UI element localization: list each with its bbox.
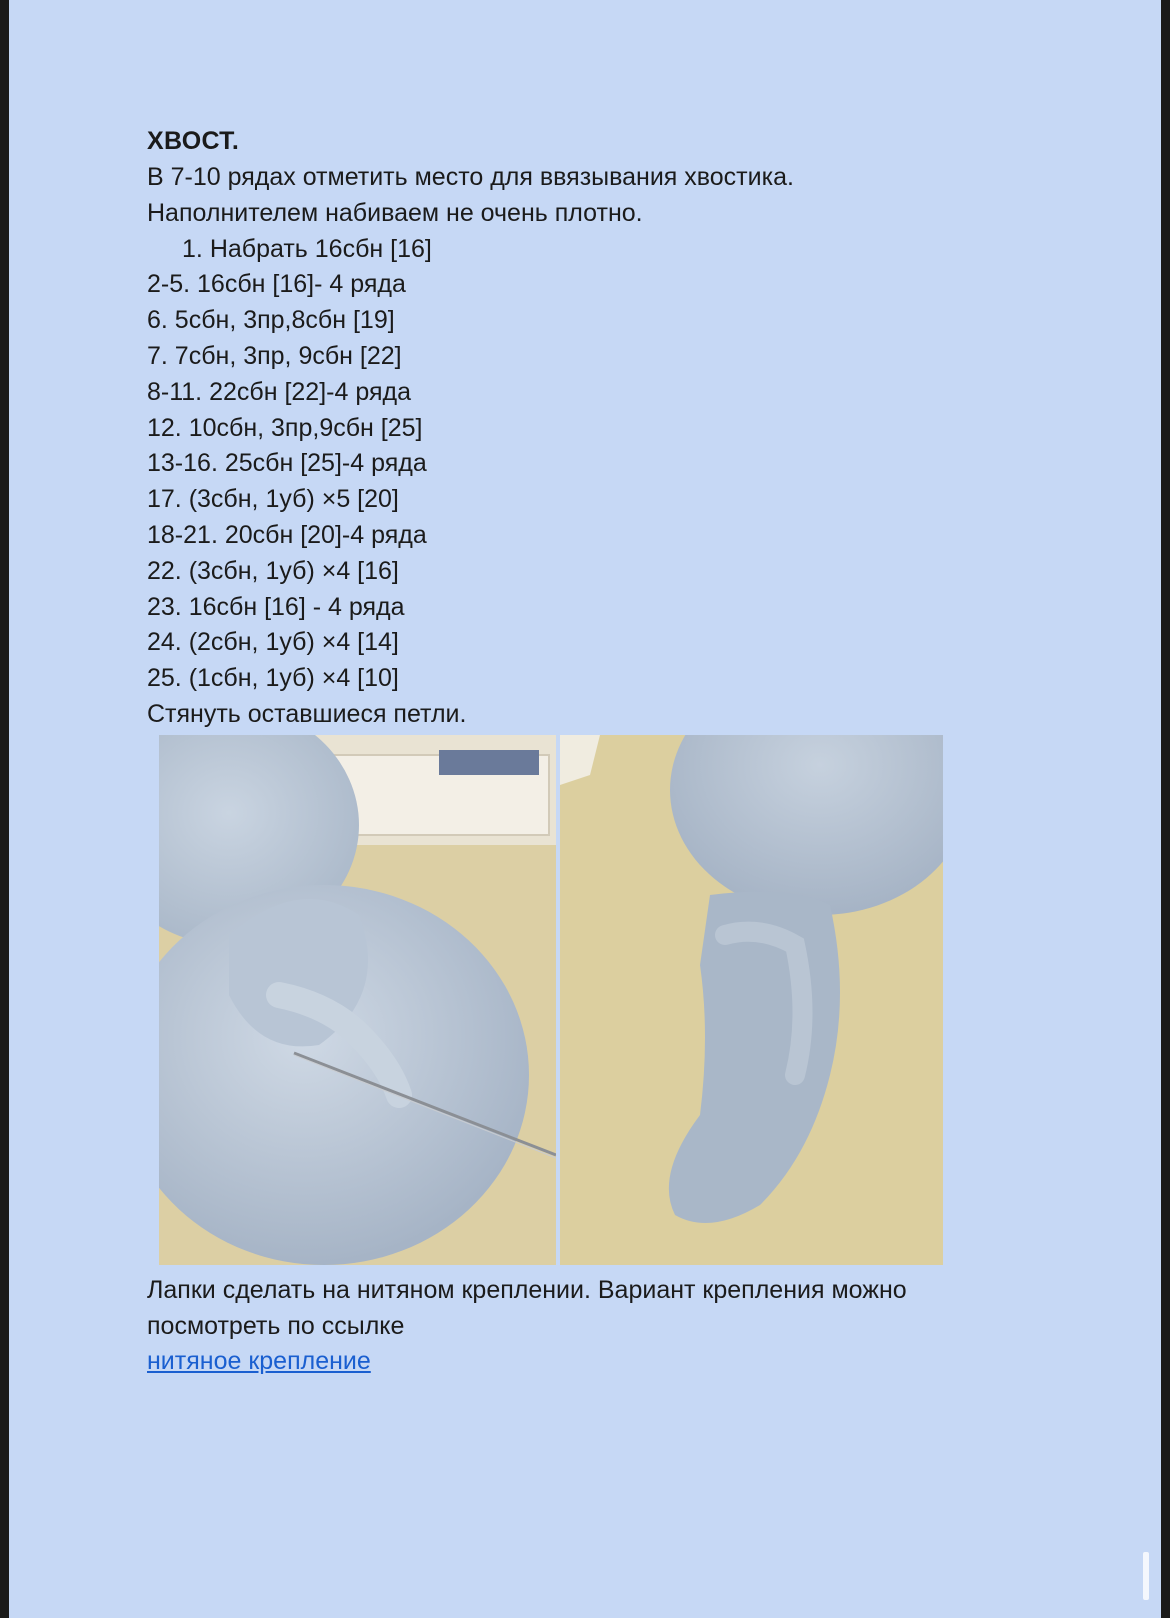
pattern-row: 18-21. 20сбн [20]-4 ряда xyxy=(147,520,427,549)
thread-joint-link[interactable]: нитяное крепление xyxy=(147,1347,371,1376)
pattern-row: 12. 10сбн, 3пр,9сбн [25] xyxy=(147,413,423,442)
footer-line: посмотреть по ссылке xyxy=(147,1311,405,1340)
closing-instruction: Стянуть оставшиеся петли. xyxy=(147,699,467,728)
step-text: Набрать 16сбн [16] xyxy=(209,234,432,263)
pattern-row: 6. 5сбн, 3пр,8сбн [19] xyxy=(147,306,395,335)
step-number: 1. xyxy=(182,234,203,263)
photo-tail-attached xyxy=(560,735,943,1265)
photo-row xyxy=(147,735,1007,1265)
pattern-row: 8-11. 22сбн [22]-4 ряда xyxy=(147,377,411,406)
photo-tail-sewing xyxy=(159,735,556,1265)
pattern-row: 2-5. 16сбн [16]- 4 ряда xyxy=(147,270,406,299)
intro-line: В 7-10 рядах отметить место для ввязывания хвостика. xyxy=(147,163,794,191)
pattern-row-first xyxy=(147,232,1007,268)
pattern-row: 22. (3сбн, 1уб) ×4 [16] xyxy=(147,556,399,585)
scroll-indicator xyxy=(1143,1552,1149,1600)
pattern-row: 7. 7сбн, 3пр, 9сбн [22] xyxy=(147,341,402,370)
intro-line: Наполнителем набиваем не очень плотно. xyxy=(147,198,643,227)
pattern-row: 13-16. 25сбн [25]-4 ряда xyxy=(147,449,427,478)
document-content xyxy=(147,122,1007,1380)
footer-line: Лапки сделать на нитяном креплении. Вариант крепления можно xyxy=(147,1275,907,1304)
pattern-row: 25. (1сбн, 1уб) ×4 [10] xyxy=(147,664,399,693)
pattern-row: 23. 16сбн [16] - 4 ряда xyxy=(147,592,405,621)
section-title: ХВОСТ. xyxy=(147,127,240,155)
pattern-row: 24. (2сбн, 1уб) ×4 [14] xyxy=(147,628,399,657)
document-page xyxy=(9,0,1161,1618)
pattern-row: 17. (3сбн, 1уб) ×5 [20] xyxy=(147,485,399,514)
footer-text xyxy=(147,1273,1007,1380)
